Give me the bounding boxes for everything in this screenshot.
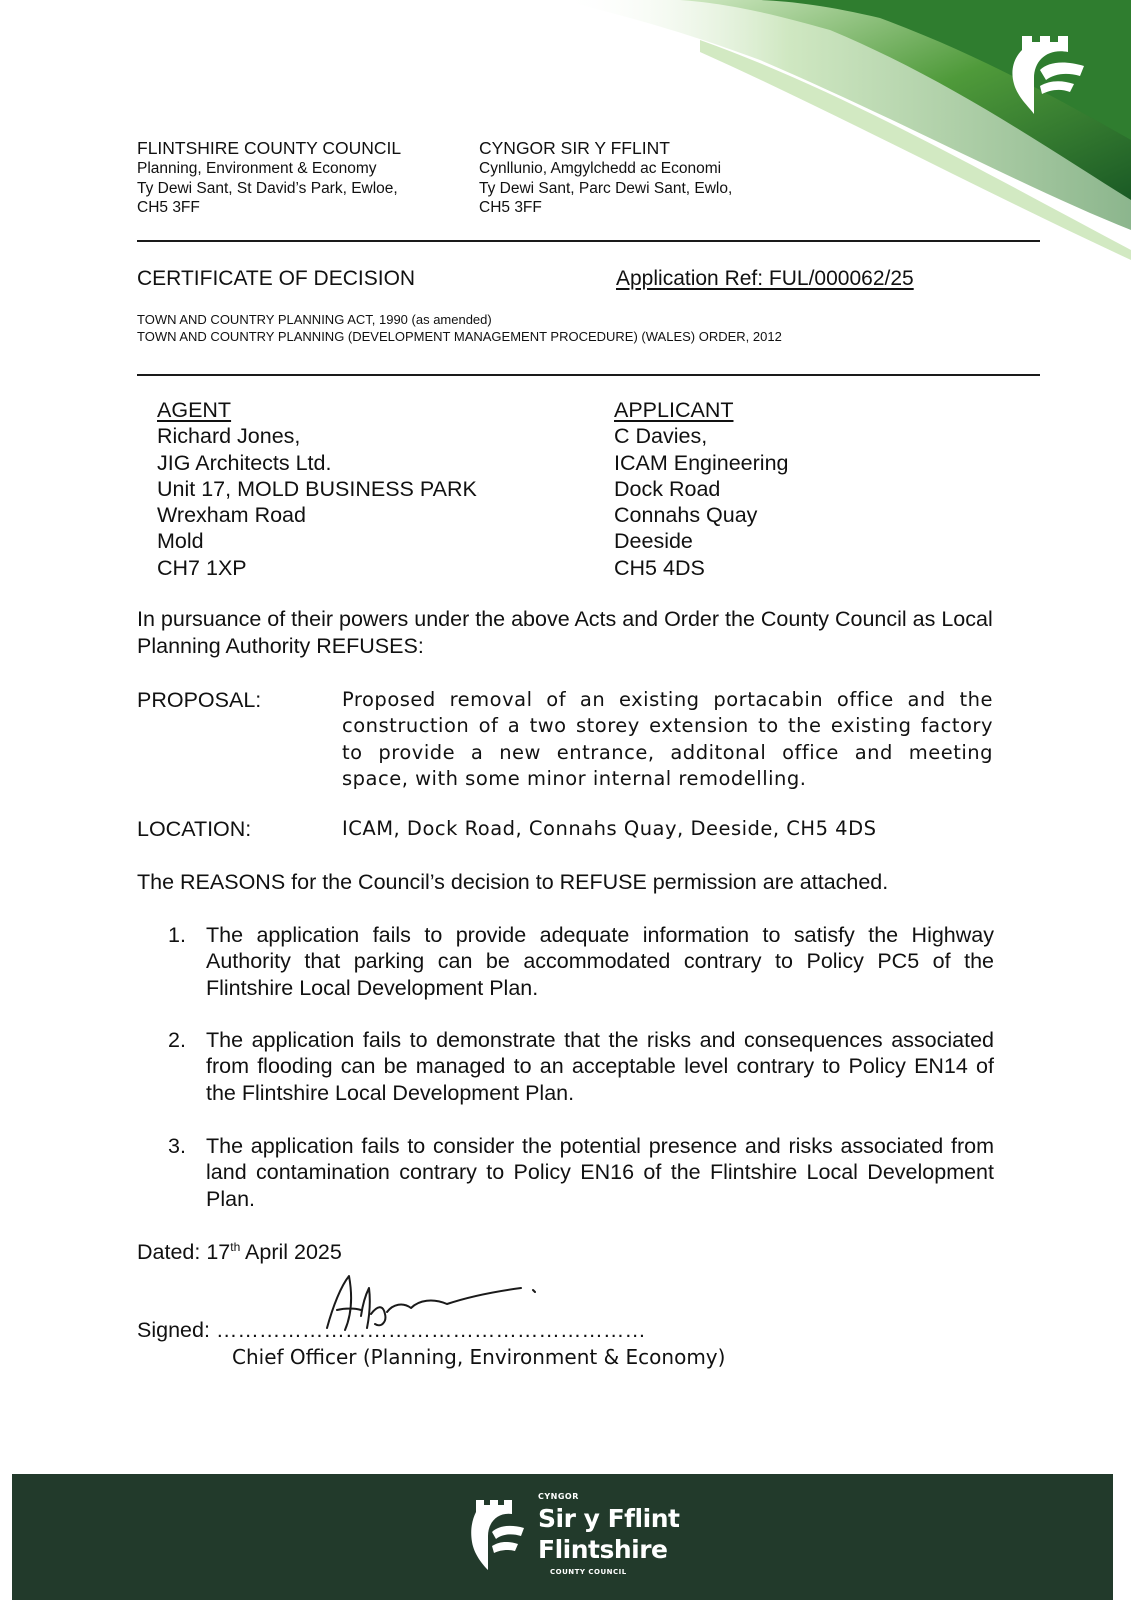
applicant-line: CH5 4DS — [614, 555, 705, 580]
council-name-english: FLINTSHIRE COUNTY COUNCIL — [137, 138, 402, 158]
address-line-english: Ty Dewi Sant, St David’s Park, Ewloe, — [137, 179, 398, 197]
agent-heading: AGENT — [157, 398, 232, 422]
certificate-title: CERTIFICATE OF DECISION — [137, 267, 416, 290]
legislation-list — [137, 311, 782, 345]
dated-prefix: Dated: 17 — [137, 1240, 231, 1265]
location-label: LOCATION: — [137, 817, 252, 841]
postcode-welsh: CH5 3FF — [479, 199, 542, 216]
applicant-line: Dock Road — [614, 476, 721, 501]
footer-logo-welsh-name: Sir y Fflint — [538, 1504, 680, 1533]
agent-line: Wrexham Road — [157, 503, 306, 528]
applicant-heading: APPLICANT — [614, 398, 734, 422]
legislation-order: TOWN AND COUNTRY PLANNING (DEVELOPMENT MANAGEMENT PROCEDURE) (WALES) ORDER, 2012 — [137, 329, 782, 344]
decision-date — [137, 1240, 342, 1265]
footer-banner — [12, 1474, 1113, 1600]
council-address-welsh — [479, 138, 732, 218]
agent-line: Unit 17, MOLD BUSINESS PARK — [157, 476, 477, 501]
department-welsh: Cynllunio, Amgylchedd ac Economi — [479, 160, 722, 177]
applicant-line: Connahs Quay — [614, 503, 758, 528]
legislation-act: TOWN AND COUNTRY PLANNING ACT, 1990 (as amended) — [137, 312, 492, 327]
header-swoosh — [0, 0, 1131, 260]
reason-text: The application fails to consider the potential presence and risks associated from land contamination contrary to Policy EN16 of the Flintshire Local Development Plan. — [206, 1134, 994, 1211]
agent-line: JIG Architects Ltd. — [157, 450, 332, 475]
agent-line: Richard Jones, — [157, 424, 301, 449]
postcode-english: CH5 3FF — [137, 199, 200, 216]
flintshire-castle-logo-icon — [468, 1494, 528, 1574]
footer-logo-county-council: COUNTY COUNCIL — [550, 1568, 627, 1576]
location-text: ICAM, Dock Road, Connahs Quay, Deeside, CH5 4DS — [342, 817, 877, 840]
reason-text: The application fails to demonstrate that the risks and consequences associated from flooding can be managed to an acceptable level contrary to Policy EN14 of the Flintshire Local Development Plan. — [206, 1028, 994, 1105]
handwritten-signature-icon — [315, 1258, 555, 1348]
signed-dots: …………………………………………………… — [215, 1318, 646, 1342]
signatory-title: Chief Officer (Planning, Environment & Economy) — [232, 1345, 726, 1369]
council-name-welsh: CYNGOR SIR Y FFLINT — [479, 138, 670, 158]
flintshire-castle-logo-icon — [1000, 28, 1090, 120]
proposal-label: PROPOSAL: — [137, 688, 262, 712]
divider — [137, 240, 1040, 242]
signed-label: Signed: — [137, 1318, 216, 1342]
footer-logo-english-name: Flintshire — [538, 1535, 668, 1564]
decision-intro: In pursuance of their powers under the above Acts and Order the County Council as Local Planning Authority REFUSES: — [137, 607, 993, 658]
reason-text: The application fails to provide adequate information to satisfy the Highway Authority that parking can be accommodated contrary to Policy PC5 of the Flintshire Local Development Plan. — [206, 923, 994, 1000]
application-reference: Application Ref: FUL/000062/25 — [616, 267, 914, 290]
dated-ordinal: th — [230, 1240, 241, 1254]
reason-number: 3. — [168, 1134, 186, 1158]
reason-number: 2. — [168, 1028, 186, 1052]
applicant-block — [614, 397, 788, 581]
reason-number: 1. — [168, 923, 186, 947]
reasons-intro: The REASONS for the Council’s decision to REFUSE permission are attached. — [137, 870, 889, 894]
dated-suffix: April 2025 — [240, 1240, 342, 1265]
applicant-line: Deeside — [614, 529, 693, 554]
applicant-line: C Davies, — [614, 424, 708, 449]
proposal-text: Proposed removal of an existing portacabin office and the construction of a two storey extension to the existing factory to provide a new entrance, additonal office and meeting space, with some minor internal remodelling. — [342, 688, 993, 790]
agent-line: Mold — [157, 529, 204, 554]
applicant-line: ICAM Engineering — [614, 450, 789, 475]
agent-line: CH7 1XP — [157, 555, 247, 580]
divider — [137, 374, 1040, 376]
footer-logo-cyngor: CYNGOR — [538, 1492, 579, 1501]
address-line-welsh: Ty Dewi Sant, Parc Dewi Sant, Ewlo, — [479, 179, 733, 197]
agent-block — [157, 397, 477, 581]
department-english: Planning, Environment & Economy — [137, 160, 377, 177]
council-address-english — [137, 138, 401, 218]
